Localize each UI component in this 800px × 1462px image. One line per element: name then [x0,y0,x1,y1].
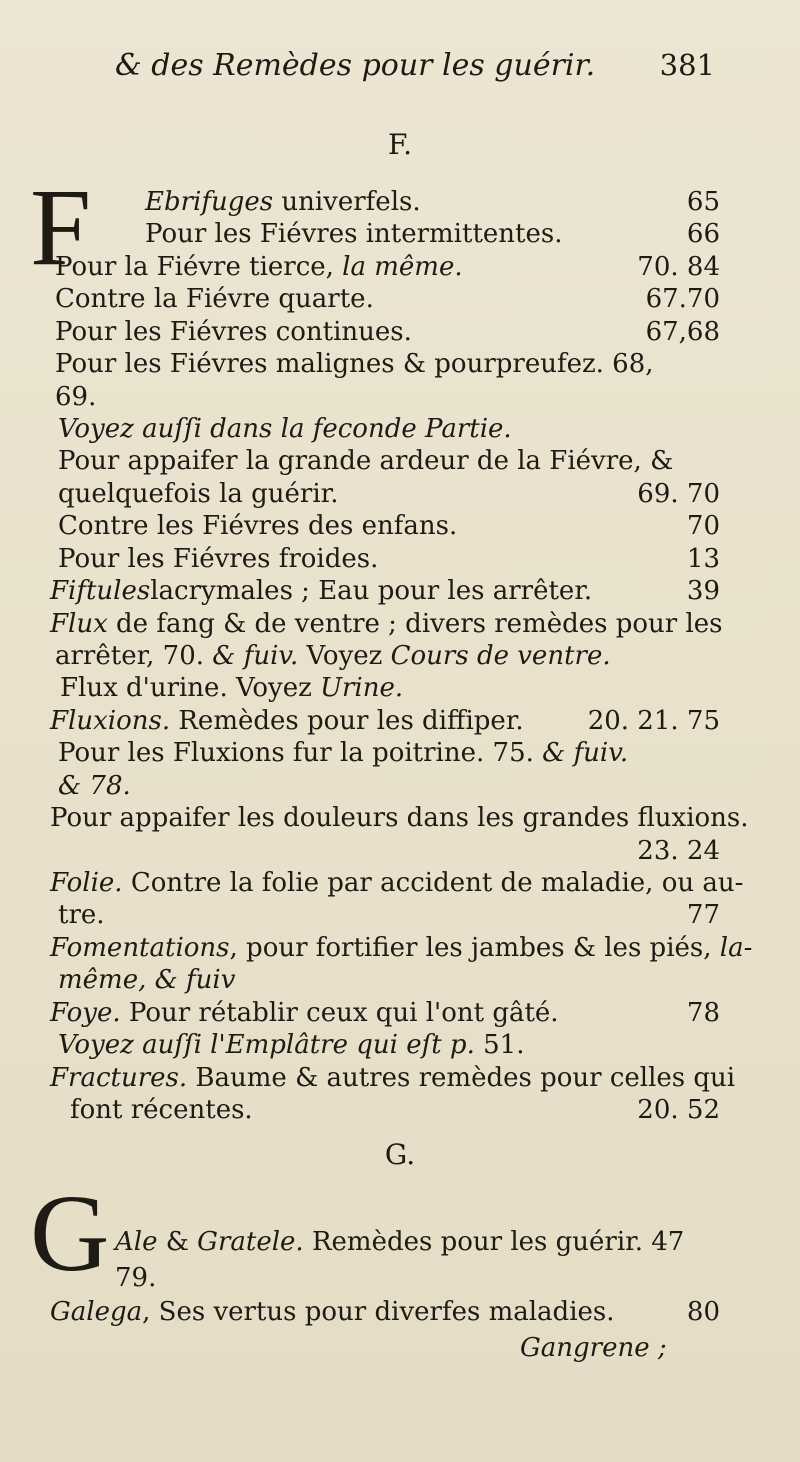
entry-body: Remèdes pour les guérir. 47 [303,1227,685,1257]
entry-term: Fiftules [50,576,151,606]
entry-body: font récentes. [70,1095,253,1125]
drop-cap-f: F [30,166,92,288]
entry-body: Voyez [298,641,391,671]
entry-text [70,1090,253,1130]
page-number: 381 [659,48,715,82]
page-reference: 13 [686,544,720,574]
entry-term: Fractures. [50,1063,188,1093]
entry-term: Ebrifuges [145,187,274,217]
entry-italic: même, & fuiv [58,965,236,995]
page-reference: 70. 84 [637,252,720,282]
entry-body: , Ses vertus pour diverfes maladies. [142,1297,615,1327]
running-title: & des Remèdes pour les guérir. [115,48,596,83]
entry-body: Remèdes pour les diffiper. [170,706,524,736]
page-reference: 20. 52 [637,1095,720,1125]
entry-body: lacrymales ; Eau pour les arrêter. [150,576,593,606]
entry-body: & [157,1227,198,1257]
page-reference: 23. 24 [637,836,720,866]
page-reference: 66 [686,219,720,249]
index-entry-line [0,1222,800,1262]
entry-body: Contre la Fiévre quarte. [55,284,374,314]
entry-text [50,1292,615,1332]
entry-body: Flux d'urine. Voyez [60,673,321,703]
page-reference: 67.70 [645,284,720,314]
entry-body: Contre la folie par accident de maladie, ou au- [122,868,744,898]
page-reference: 20. 21. 75 [587,706,720,736]
entry-body: Pour les Fiévres malignes & pourpreufez. 68, [55,349,654,379]
entry-body: Pour appaifer les douleurs dans les grandes fluxions. [50,803,749,833]
index-entry-line [0,1292,800,1332]
entry-text [115,1222,684,1262]
index-entry-line [0,1090,800,1130]
entry-body: Pour la Fiévre tierce, [55,252,334,282]
entry-term: Fomentations [50,933,230,963]
entry-term: Foye. [50,998,121,1028]
page-reference: 69. 70 [637,479,720,509]
entry-body: Pour les Fiévres froides. [58,544,379,574]
page-reference: 78 [686,998,720,1028]
page-reference: 77 [686,900,720,930]
entry-body: tre. [58,900,105,930]
entry-body: , pour fortifier les jambes & les piés, [229,933,712,963]
page-reference: 80 [686,1297,720,1327]
entry-body: arrêter, 70. [55,641,213,671]
page-reference: 65 [686,187,720,217]
entry-italic: la même. [333,252,463,282]
entry-body: Pour les Fluxions fur la poitrine. 75. [58,738,534,768]
page-reference: 39 [686,576,720,606]
page-reference: 70 [686,511,720,541]
entry-body: Baume & autres remèdes pour celles qui [187,1063,736,1093]
entry-term: Galega [50,1297,143,1327]
entry-body: de fang & de ventre ; divers remèdes pour les [107,609,723,639]
entry-italic: Urine. [320,673,404,703]
entry-body: 79. [115,1263,157,1293]
entry-term: Fluxions. [50,706,171,736]
entry-term: Gratele. [197,1227,304,1257]
entry-body: quelquefois la guérir. [58,479,339,509]
entry-body: univerfels. [273,187,421,217]
section-letter-f: F. [388,128,412,161]
entry-italic: Voyez auſſi dans la feconde Partie. [58,414,512,444]
entry-body: Pour les Fiévres intermittentes. [145,219,563,249]
entry-text [520,1328,667,1368]
entry-italic: & 78. [58,771,131,801]
entry-body: Pour les Fiévres continues. [55,317,412,347]
entry-italic: Voyez auſſi l'Emplâtre qui eſt p. [58,1030,475,1060]
entry-body: 51. [474,1030,525,1060]
running-header [115,48,715,92]
entry-body: 69. [55,382,97,412]
entry-term: Ale [115,1227,158,1257]
entry-italic: la- [711,933,753,963]
entry-term: Folie. [50,868,123,898]
entry-term: Flux [50,609,108,639]
index-entry-line [0,1328,800,1368]
drop-cap-g: G [30,1172,110,1294]
page-reference: 67,68 [645,317,720,347]
section-letter-g: G. [384,1138,416,1171]
entry-body: Pour rétablir ceux qui l'ont gâté. [120,998,559,1028]
entry-italic: Cours de ventre. [390,641,611,671]
entry-body: Pour appaifer la grande ardeur de la Fiévre, & [58,446,674,476]
entry-italic: & fuiv. [533,738,629,768]
catchword: Gangrene ; [520,1333,667,1363]
entry-italic: & fuiv. [212,641,299,671]
entry-body: Contre les Fiévres des enfans. [58,511,458,541]
